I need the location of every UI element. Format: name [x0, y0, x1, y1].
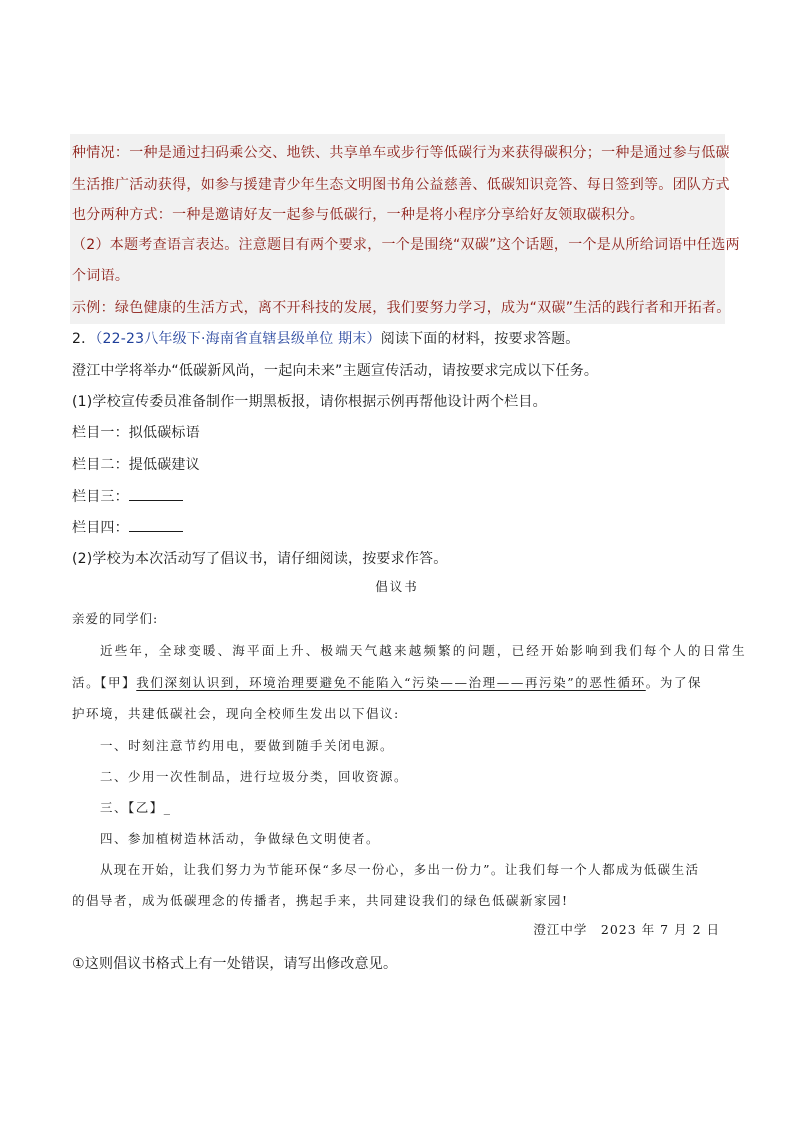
column-3-blank [129, 487, 183, 501]
letter-signature-date: 澄江中学 2023 年 7 月 2 日 [533, 922, 720, 937]
column-3-label: 栏目三： [72, 489, 129, 505]
answer-line-5: 个词语。 [72, 268, 130, 284]
answer-line-6: 示例：绿色健康的生活方式，离不开科技的发展，我们要努力学习，成为“双碳”生活的践行者和开拓者。 [72, 300, 731, 316]
letter-mark-jia: 活。【甲】 [72, 675, 137, 690]
task-1: (1)学校宣传委员准备制作一期黑板报，请你根据示例再帮他设计两个栏目。 [72, 394, 547, 410]
column-4 [72, 517, 183, 537]
column-3 [72, 486, 183, 506]
column-4-label: 栏目四： [72, 520, 129, 536]
answer-line-2: 生活推广活动获得，如参与援建青少年生态文明图书角公益慈善、低碳知识竞答、每日签到等。团队方式 [72, 177, 730, 193]
question-instruction: 阅读下面的材料，按要求答题。 [380, 331, 580, 347]
letter-paragraph-2-line-2: 的倡导者，成为低碳理念的传播者，携起手来，共同建设我们的绿色低碳新家园! [72, 893, 569, 908]
answer-line-1: 种情况：一种是通过扫码乘公交、地铁、共享单车或步行等低碳行为来获得碳积分；一种是通过参与低碳 [72, 145, 730, 161]
letter-item-2: 二、少用一次性制品，进行垃圾分类，回收资源。 [100, 769, 409, 784]
sub-question-1: ①这则倡议书格式上有一处错误，请写出修改意见。 [72, 956, 398, 972]
answer-line-3: 也分两种方式：一种是邀请好友一起参与低碳行，一种是将小程序分享给好友领取碳积分。 [72, 207, 644, 223]
question-source: （22-23八年级下·海南省直辖县级单位 期末） [95, 331, 381, 347]
letter-item-1: 一、时刻注意节约用电，要做到随手关闭电源。 [100, 738, 395, 753]
question-header [72, 328, 580, 348]
letter-paragraph-1-line-2 [72, 673, 702, 691]
question-intro: 澄江中学将举办“低碳新风尚，一起向未来”主题宣传活动，请按要求完成以下任务。 [72, 363, 599, 379]
question-number: 2． [72, 331, 96, 347]
column-4-blank [129, 518, 183, 532]
column-1: 栏目一：拟低碳标语 [72, 425, 200, 441]
task-2: (2)学校为本次活动写了倡议书，请仔细阅读，按要求作答。 [72, 551, 448, 567]
letter-paragraph-1-line-1: 近些年，全球变暖、海平面上升、极端天气越来越频繁的问题，已经开始影响到我们每个人的日常生 [100, 643, 747, 658]
letter-item-4: 四、参加植树造林活动，争做绿色文明使者。 [100, 831, 381, 846]
letter-title: 倡议书 [375, 579, 419, 594]
letter-underlined-sentence: 我们深刻认识到，环境治理要避免不能陷入“污染——治理——再污染”的恶性循环 [136, 675, 646, 690]
letter-paragraph-1-line-3: 护环境，共建低碳社会，现向全校师生发出以下倡议: [72, 706, 400, 721]
column-2: 栏目二：提低碳建议 [72, 457, 200, 473]
answer-line-4: （2）本题考查语言表达。注意题目有两个要求，一个是围绕“双碳”这个话题，一个是从所给词语中任选两 [72, 237, 740, 253]
letter-paragraph-2-line-1: 从现在开始，让我们努力为节能环保“多尽一份心，多出一份力”。让我们每一个人都成为低碳生活 [100, 862, 700, 877]
letter-line-2-tail: 。为了保 [645, 675, 703, 690]
answer-panel [70, 134, 725, 324]
letter-item-3: 三、【乙】_ [100, 800, 172, 815]
letter-greeting: 亲爱的同学们: [72, 611, 159, 626]
